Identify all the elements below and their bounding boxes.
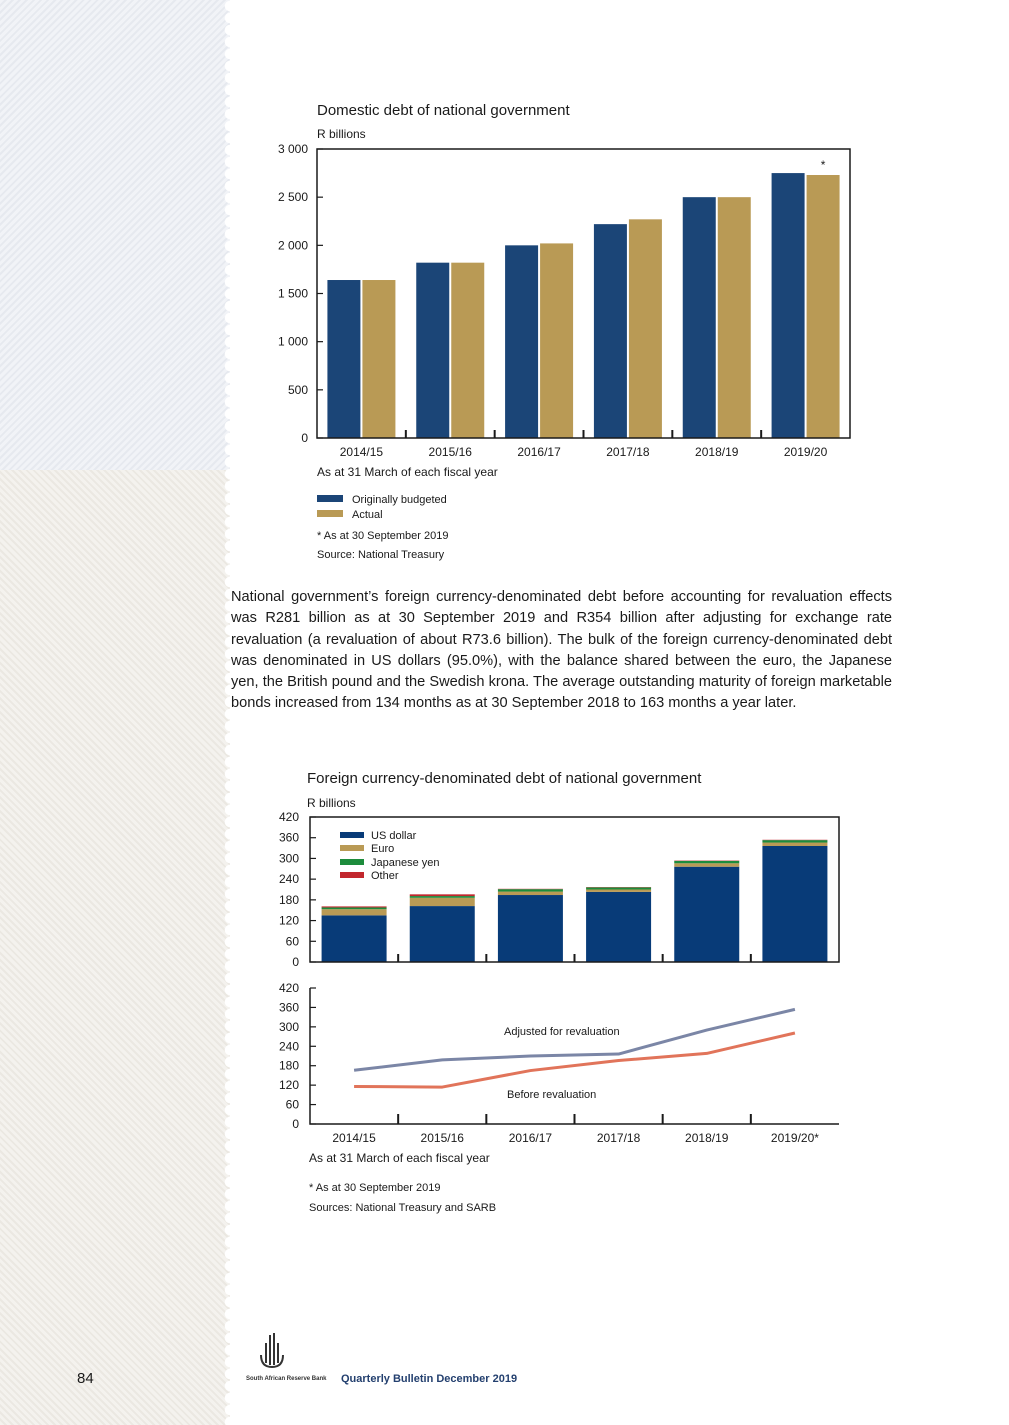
chart2-bar-japanese-yen (322, 907, 387, 909)
chart1-x-tick-label: 2019/20 (783, 445, 828, 459)
chart2-y-label: R billions (307, 796, 356, 810)
chart1-y-tick-label: 2 500 (277, 190, 308, 205)
chart3-y-tick-label: 180 (278, 1058, 299, 1073)
legend-label-euro: Euro (371, 843, 395, 855)
bank-name: South African Reserve Bank (246, 1376, 327, 1382)
chart1-y-tick-label: 1 000 (277, 334, 308, 349)
legend-label-japanese-yen: Japanese yen (371, 857, 440, 869)
chart1-x-tick-label: 2014/15 (339, 445, 384, 459)
chart1-y-tick-label: 3 000 (277, 142, 308, 156)
chart2-bar-japanese-yen (762, 840, 827, 842)
chart1-y-tick-label: 0 (301, 431, 308, 445)
legend-label-us-dollar: US dollar (371, 830, 417, 842)
chart2-bar-japanese-yen (410, 896, 475, 898)
chart1-x-tick-label: 2017/18 (606, 445, 650, 459)
legend-swatch-japanese-yen (340, 859, 364, 865)
chart3-x-label: As at 31 March of each fiscal year (309, 1151, 490, 1165)
chart2-y-tick-label: 180 (278, 892, 299, 907)
chart3-line-adjusted (354, 1009, 795, 1070)
chart2-bar-us-dollar (498, 895, 563, 962)
chart1-x-tick-label: 2016/17 (517, 445, 561, 459)
legend-swatch-us-dollar (340, 832, 364, 838)
chart1-title: Domestic debt of national government (317, 102, 570, 119)
chart1-y-tick-label: 2 000 (277, 238, 308, 253)
chart2-bar-other (322, 906, 387, 907)
chart1-y-tick-label: 1 500 (277, 286, 308, 301)
chart2-bar-us-dollar (322, 915, 387, 962)
chart2-bar-japanese-yen (498, 889, 563, 891)
chart1-x-label: As at 31 March of each fiscal year (317, 465, 498, 479)
chart1-x-tick-label: 2015/16 (428, 445, 472, 459)
chart3-x-tick-label: 2019/20* (770, 1131, 819, 1145)
chart3-x-tick-label: 2014/15 (332, 1131, 376, 1145)
legend-swatch-other (340, 872, 364, 878)
chart3-x-tick-label: 2015/16 (420, 1131, 464, 1145)
chart3-y-tick-label: 0 (292, 1117, 299, 1131)
chart2-y-tick-label: 0 (292, 955, 299, 969)
chart2-bar-us-dollar (674, 867, 739, 962)
body-paragraph: National government’s foreign currency-denominated debt before accounting for revaluation effects was R281 billion as at 30 September 2019 and R354 billion after adjusting for exchange rate revaluation (a revaluation of about R73.6 billion). The bulk of the foreign currency-denominated debt was denominated in US dollars (95.0%), with the balance shared between the euro, the Japanese yen, the British pound and the Swedish krona. The average outstanding maturity of foreign marketable bonds increased from 134 months as at 30 September 2018 to 163 months a year later. (231, 589, 892, 712)
chart1-source: Source: National Treasury (317, 549, 445, 561)
chart3-y-tick-label: 60 (285, 1097, 299, 1112)
chart2-bar-us-dollar (410, 906, 475, 962)
chart3-y-tick-label: 300 (278, 1019, 299, 1034)
sarb-logo-icon (258, 1333, 288, 1373)
chart2-bar-japanese-yen (586, 887, 651, 889)
page-number: 84 (77, 1370, 94, 1387)
chart3-y-tick-label: 120 (278, 1078, 299, 1093)
chart1-x-tick-label: 2018/19 (695, 445, 739, 459)
chart3-source: Sources: National Treasury and SARB (309, 1202, 497, 1214)
chart3-line-before (354, 1033, 795, 1087)
chart2-y-tick-label: 240 (278, 872, 299, 887)
chart3-footnote: * As at 30 September 2019 (309, 1182, 441, 1194)
chart1-y-tick-label: 500 (287, 382, 308, 397)
chart2-y-tick-label: 300 (278, 851, 299, 866)
chart2-y-tick-label: 60 (285, 934, 299, 949)
legend-label-other: Other (371, 870, 399, 882)
chart2-legend (340, 830, 440, 882)
chart1-y-label: R billions (317, 127, 366, 141)
chart2-bar-euro (322, 909, 387, 915)
chart2-y-tick-label: 360 (278, 830, 299, 845)
chart3-y-tick-label: 420 (278, 981, 299, 995)
chart3-y-tick-label: 240 (278, 1039, 299, 1054)
line-label-adjusted: Adjusted for revaluation (504, 1026, 620, 1038)
legend-label-actual: Actual (352, 509, 383, 521)
chart3-x-tick-label: 2016/17 (508, 1131, 553, 1145)
chart2-bar-other (410, 894, 475, 896)
chart2-bar-japanese-yen (674, 861, 739, 863)
chart3-y-tick-label: 360 (278, 1000, 299, 1015)
chart2-bar-euro (674, 863, 739, 866)
chart2-title: Foreign currency-denominated debt of national government (307, 770, 702, 787)
chart3-x-tick-label: 2018/19 (685, 1131, 729, 1145)
chart2-bar-euro (586, 890, 651, 892)
chart3-x-tick-label: 2017/18 (596, 1131, 641, 1145)
chart2-bar-euro (410, 898, 475, 906)
chart2-y-tick-label: 420 (278, 810, 299, 824)
chart2-bar-euro (498, 892, 563, 895)
chart2-bar-euro (762, 843, 827, 846)
chart2-bar-us-dollar (586, 892, 651, 962)
chart2-y-tick-label: 120 (278, 913, 299, 928)
legend-label-budgeted: Originally budgeted (352, 494, 447, 506)
chart1-footnote: * As at 30 September 2019 (317, 530, 449, 542)
legend-swatch-euro (340, 845, 364, 851)
chart1-annotation: * (820, 158, 826, 173)
line-label-before: Before revaluation (507, 1089, 597, 1101)
chart2-bar-us-dollar (762, 846, 827, 962)
publication-title: Quarterly Bulletin December 2019 (341, 1373, 518, 1385)
